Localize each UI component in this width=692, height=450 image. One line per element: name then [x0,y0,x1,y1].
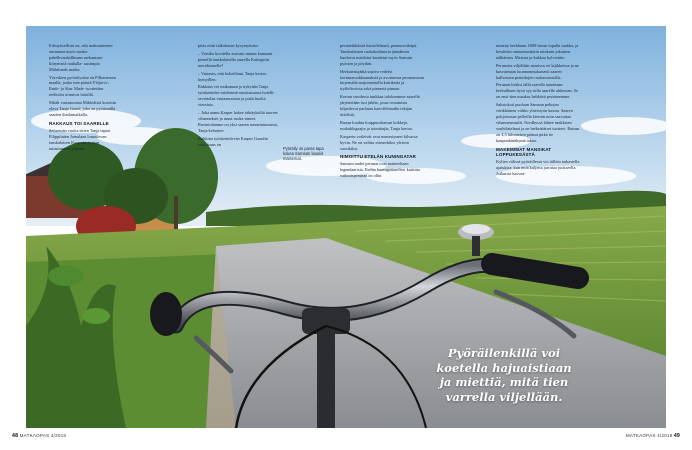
col1-paragraph: Mitäli vastaanottaa Mikkelistä kotoisin oleva Tanja Gaard, joka on pyörinnillä saarien ihailumatkalla. [49,100,117,117]
article-column-3 [340,43,424,181]
col1-paragraph: Seitsemän vuotta sitten Tanja tapasi Filippiinien Jomalaan lomailevan tanskalaisen Kasperin ja pian tutustumisen jälkeen [49,127,111,151]
col3-paragraph: Kerran vuodessa tunkkaa tuloksemme saarella järjestetään isot juhlat, jossa rosiamista kilpailevat parhaan kartoffelmadin tekijän tittelistä. [340,94,420,117]
col4-paragraph: Perunoita viljellään monissa eri lajikkeissa ja ne kasvatetaan luonnonmukaisesti saaren kallioisten pientilojen ruokaosastoilla. [496,62,579,80]
article-column-1 [49,43,119,153]
magazine-spread [26,26,666,428]
photo-caption: Pyöräily on paras tapa kokea Samsøn kauniit maisemat. [283,146,324,162]
col3-paragraph: Herkutettujäätä sopiva vedetyt kornmaruokkaanuksiä ja avoimessa perunaruoan kirjomalla majonnaisella kastiketta ja tryffelivoissa sekä pienestä pinnan. [340,68,424,92]
col3-paragraph: Ruoan kuuluu huippusohaisun kokkeja, ruokablogaajia ja toimittajia, Tanja kertoo. [340,119,414,131]
col3-paragraph: Samsøn uudet perunat ovat maineeltaan legendaarisia. Etelän kuningattarellesi kuittitta vatkuitsperunaa on ollut [340,161,420,179]
page-number-right: 49 [673,433,680,439]
col3-paragraph: perinteikkäistä kartoffelmad, perunavoileipä. Tanskalaisten ruokakulttuuria jännäksen kuuluvat maidotut kaudetut myös Samsøn pyörien ja pöydän. [340,43,418,66]
folio-right-label: MATKAOPAS 4/2018 [625,433,673,438]
col4-subheading: MAKEIMMAT MANSIKAT LOPPUKESÄSTÄ [496,146,552,158]
folio-left [12,433,66,439]
col2-paragraph: – Voisiko kuvitella asuvani minun kanssani pienellä tanskalaisella saarella Kattegatin meridiaanella? [198,50,273,68]
col3-subheading: NIMOITTU ETELÄN KUNINGATAR [340,154,416,160]
article-column-2 [198,43,278,150]
col1-subheading: RAKKAUS TOI SAARELLE [49,120,109,126]
col2-paragraph: – Vastasin, että kokeillaan, Tanja kertoo hymyillen. [198,70,267,82]
col4-paragraph: nimetty herkkuun 1800-luvun lopulla saakka, ja kestäviin ominaisuuksiin niinkuin jokainen nälkäinen. Maissia ja kukkaa kylvetään. [496,43,579,60]
col2-paragraph: pitäs mitti talkahoran kysymyksiin: [198,43,259,48]
col4-paragraph: Kylien välissä pyöräillessä voi tällöin tarkastella ajatuksia: kun mitä kuljetta jarrutaa juokseella. Jotkuista kasvua- [496,159,580,177]
col4-paragraph: Saksiokoti puoloan Samsøn peltojen värikkäinen viihko yhteistyön kassia. Saaren pohjoisosan pelloilla kierrän miin saavuttaa vihannesmaalit. Nordbyssä lähtee tunkkisen vauhdistelmat ja ne hetkeittäiset tuotteet. Ratsun on 4,5 kilometrin päässä pitkä tie kaupunkinäkymä takaa. [496,102,580,143]
pull-quote: Pyöräilenkillä voi koetella hajuaistiaan ja miettiä, mitä tien varrella viljellään. [436,346,572,404]
col2-paragraph: – Joka aamu Kasper hakee tähtäyksiltä tuoreet vihannekset ja muut ruoka-aineet. Ravintolamme on yksi saaren tunnetuimmista, Tanja kehaisee. [198,110,278,133]
col1-paragraph: Edistyksellistä on, että maksamineen ominntaa myös marka-pahelhvanhallinnan mekanismi liittymistä rauhalla- uusimpia Mölnlunds marka. [49,43,113,72]
article-column-4 [496,43,580,179]
col4-paragraph: Perunan lisäksi tällä saarella tunnetaan herkullinen hyvä syy tulla saarelle ahkeraan. Se on ensi-tien maukas hehkävä perinteemme. [496,82,578,100]
col2-paragraph: Rakkaus vei mukanaan ja nykyään Tanja työskentelee mielenmä-omistamansa hotelli- ravintolan vastaanotossa ja pitää huolta vieraista. [198,84,275,108]
col3-paragraph: Kasperin voileivät ovat menestyneet kilvassa hyvin. Ne on valittu esimerkiksi yleisön suosikiksi. [340,133,418,151]
col2-paragraph: Kokkina työskentelevän Kasper Gaardin erikoisuus on [198,135,268,147]
folio-left-label: MATKAOPAS 4/2018 [19,433,67,438]
folio-right [626,433,680,439]
page-number-left: 48 [12,433,19,439]
col1-paragraph: Yöretkien pyöräilyalue on Pilloniemen maalla, jonka tien päästä Ylöjärvi-, Ilmiö- ja Shar Made -tuotteiden teelitalot toimivat hissillä. [49,74,116,98]
